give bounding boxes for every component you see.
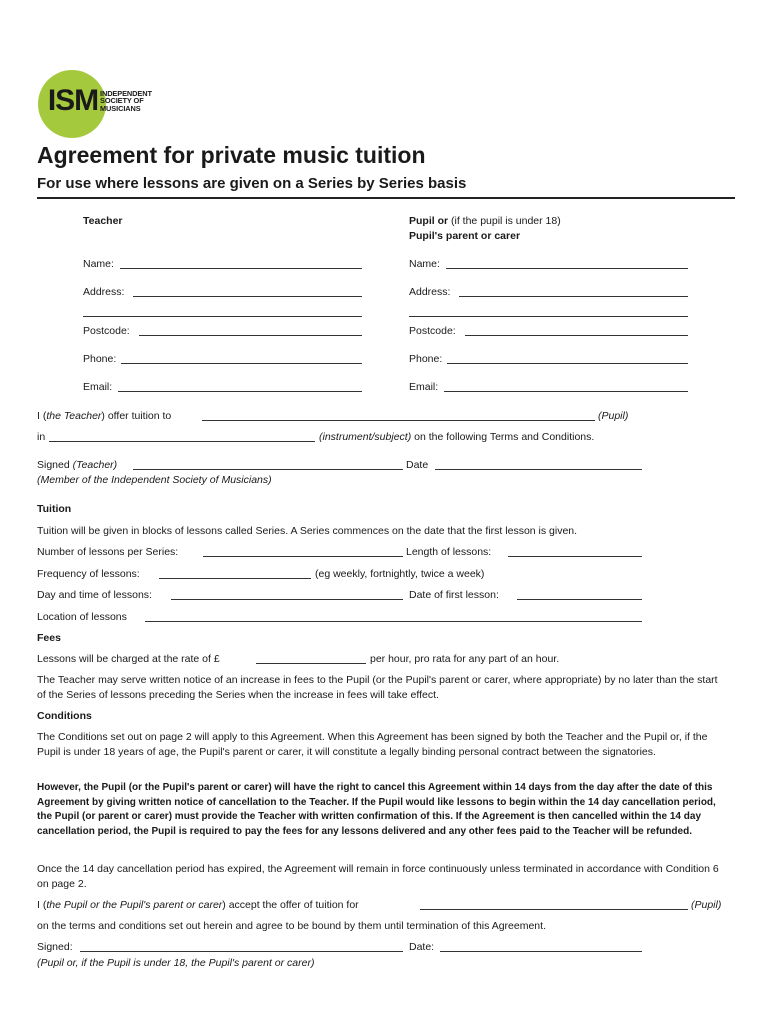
first-lesson-label: Date of first lesson: [409, 589, 499, 601]
acceptance-text [37, 898, 359, 912]
teacher-address-field-2[interactable] [83, 316, 362, 317]
pupil-phone-field[interactable] [447, 363, 688, 364]
teacher-address-label: Address: [83, 286, 125, 298]
pupil-phone-label: Phone: [409, 353, 443, 365]
lessons-frequency-example: (eg weekly, fortnightly, twice a week) [315, 568, 485, 580]
teacher-signed-label [37, 458, 117, 472]
teacher-postcode-field[interactable] [139, 335, 362, 336]
logo-wordmark [100, 90, 152, 112]
pupil-name-field[interactable] [446, 268, 688, 269]
fees-heading: Fees [37, 632, 61, 644]
offer-pupil-label: (Pupil) [598, 410, 629, 422]
acceptance-who: the Pupil or the Pupil's parent or carer [46, 899, 223, 911]
lessons-day-time-field[interactable] [171, 599, 403, 600]
acceptance-bound-text: on the terms and conditions set out herein and agree to be bound by them until termination of this Agreement. [37, 920, 546, 932]
page-title: Agreement for private music tuition [37, 142, 426, 168]
fees-rate-field[interactable] [256, 663, 366, 664]
acceptance-text-rest: ) accept the offer of tuition for [222, 899, 359, 911]
member-note: (Member of the Independent Society of Musicians) [37, 474, 272, 486]
conditions-paragraph-2: However, the Pupil (or the Pupil's parent or carer) will have the right to cancel this Agreement within 14 days from the day after the date of this Agreement by giving written notice of cancellation to the Teacher. If the Pupil would like lessons to begin within the 14 day cancellation period, the Pupil (or parent or carer) must provide the Teacher with written confirmation of this. If the Agreement is then cancelled within the 14 day cancellation period, the Pupil is required to pay the fees for any lessons delivered and any other fees paid to the Teacher will be refunded. [37, 782, 716, 837]
location-label: Location of lessons [37, 611, 127, 623]
teacher-phone-field[interactable] [121, 363, 362, 364]
logo-word: SOCIETY OF [100, 96, 144, 106]
fees-rate-label: Lessons will be charged at the rate of £ [37, 653, 220, 665]
pupil-name-label: Name: [409, 258, 440, 270]
tuition-heading: Tuition [37, 503, 72, 515]
pupil-heading-bold: Pupil or [409, 215, 449, 227]
conditions-heading: Conditions [37, 710, 92, 722]
pupil-signature-field[interactable] [80, 951, 403, 952]
lessons-number-field[interactable] [203, 556, 403, 557]
pupil-address-field-2[interactable] [409, 316, 688, 317]
pupil-signed-label: Signed: [37, 941, 73, 953]
offer-text [37, 409, 171, 423]
first-lesson-field[interactable] [517, 599, 642, 600]
offer-teacher: the Teacher [46, 410, 102, 422]
teacher-name-label: Name: [83, 258, 114, 270]
teacher-phone-label: Phone: [83, 353, 117, 365]
page-subtitle: For use where lessons are given on a Series by Series basis [37, 175, 467, 192]
title-divider [37, 197, 735, 199]
teacher-heading: Teacher [83, 215, 123, 227]
offer-terms: on the following Terms and Conditions. [414, 431, 595, 443]
conditions-paragraph-3: Once the 14 day cancellation period has expired, the Agreement will remain in force continuously unless terminated in accordance with Condition 6 on page 2. [37, 863, 719, 890]
fees-per-hour: per hour, pro rata for any part of an hour. [370, 653, 560, 665]
offer-instrument-label: (instrument/subject) [319, 431, 412, 443]
pupil-email-field[interactable] [444, 391, 688, 392]
logo-word: INDEPENDENT [100, 89, 152, 98]
pupil-address-field[interactable] [459, 296, 688, 297]
teacher-date-field[interactable] [435, 469, 642, 470]
acceptance-pupil-field[interactable] [420, 909, 688, 910]
teacher-email-label: Email: [83, 381, 113, 393]
offer-i-open: I ( [37, 410, 47, 422]
lessons-length-field[interactable] [508, 556, 642, 557]
acceptance-i-open: I ( [37, 899, 47, 911]
lessons-number-label: Number of lessons per Series: [37, 546, 179, 558]
pupil-date-label: Date: [409, 941, 435, 953]
lessons-length-label: Length of lessons: [406, 546, 492, 558]
offer-text-rest: ) offer tuition to [101, 410, 172, 422]
lessons-frequency-label: Frequency of lessons: [37, 568, 140, 580]
pupil-heading-line2: Pupil's parent or carer [409, 230, 521, 242]
pupil-heading [409, 214, 561, 228]
teacher-address-field[interactable] [133, 296, 362, 297]
teacher-date-label: Date [406, 459, 429, 471]
lessons-frequency-field[interactable] [159, 578, 311, 579]
offer-pupil-field[interactable] [202, 420, 595, 421]
pupil-signature-note: (Pupil or, if the Pupil is under 18, the Pupil's parent or carer) [37, 957, 315, 969]
offer-instrument-text [319, 430, 594, 444]
location-field[interactable] [145, 621, 642, 622]
pupil-postcode-label: Postcode: [409, 325, 456, 337]
logo-mark: ISM [47, 84, 99, 117]
signed-word: Signed [37, 459, 70, 471]
pupil-postcode-field[interactable] [465, 335, 688, 336]
acceptance-pupil-label: (Pupil) [691, 899, 722, 911]
teacher-signature-field[interactable] [133, 469, 403, 470]
tuition-intro: Tuition will be given in blocks of lessons called Series. A Series commences on the date that the first lesson is given. [37, 525, 578, 537]
teacher-email-field[interactable] [118, 391, 362, 392]
teacher-postcode-label: Postcode: [83, 325, 130, 337]
logo-word: MUSICIANS [100, 103, 141, 113]
signed-teacher-word: (Teacher) [72, 459, 118, 471]
conditions-paragraph-1: The Conditions set out on page 2 will apply to this Agreement. When this Agreement has been signed by both the Teacher and the Pupil or, if the Pupil is under 18 years of age, the Pupil's parent or carer, it will constitute a legally binding personal contract between the signatories. [37, 731, 708, 758]
teacher-name-field[interactable] [120, 268, 362, 269]
offer-instrument-field[interactable] [49, 441, 315, 442]
pupil-address-label: Address: [409, 286, 451, 298]
lessons-day-time-label: Day and time of lessons: [37, 589, 152, 601]
offer-in-label: in [37, 431, 46, 443]
pupil-email-label: Email: [409, 381, 439, 393]
pupil-heading-rest: (if the pupil is under 18) [448, 215, 561, 227]
pupil-date-field[interactable] [440, 951, 642, 952]
fees-increase-paragraph: The Teacher may serve written notice of an increase in fees to the Pupil (or the Pupil's parent or carer, where appropriate) by no later than the start of the Series of lessons preceding the Series when the increase in fees will take effect. [37, 674, 718, 701]
